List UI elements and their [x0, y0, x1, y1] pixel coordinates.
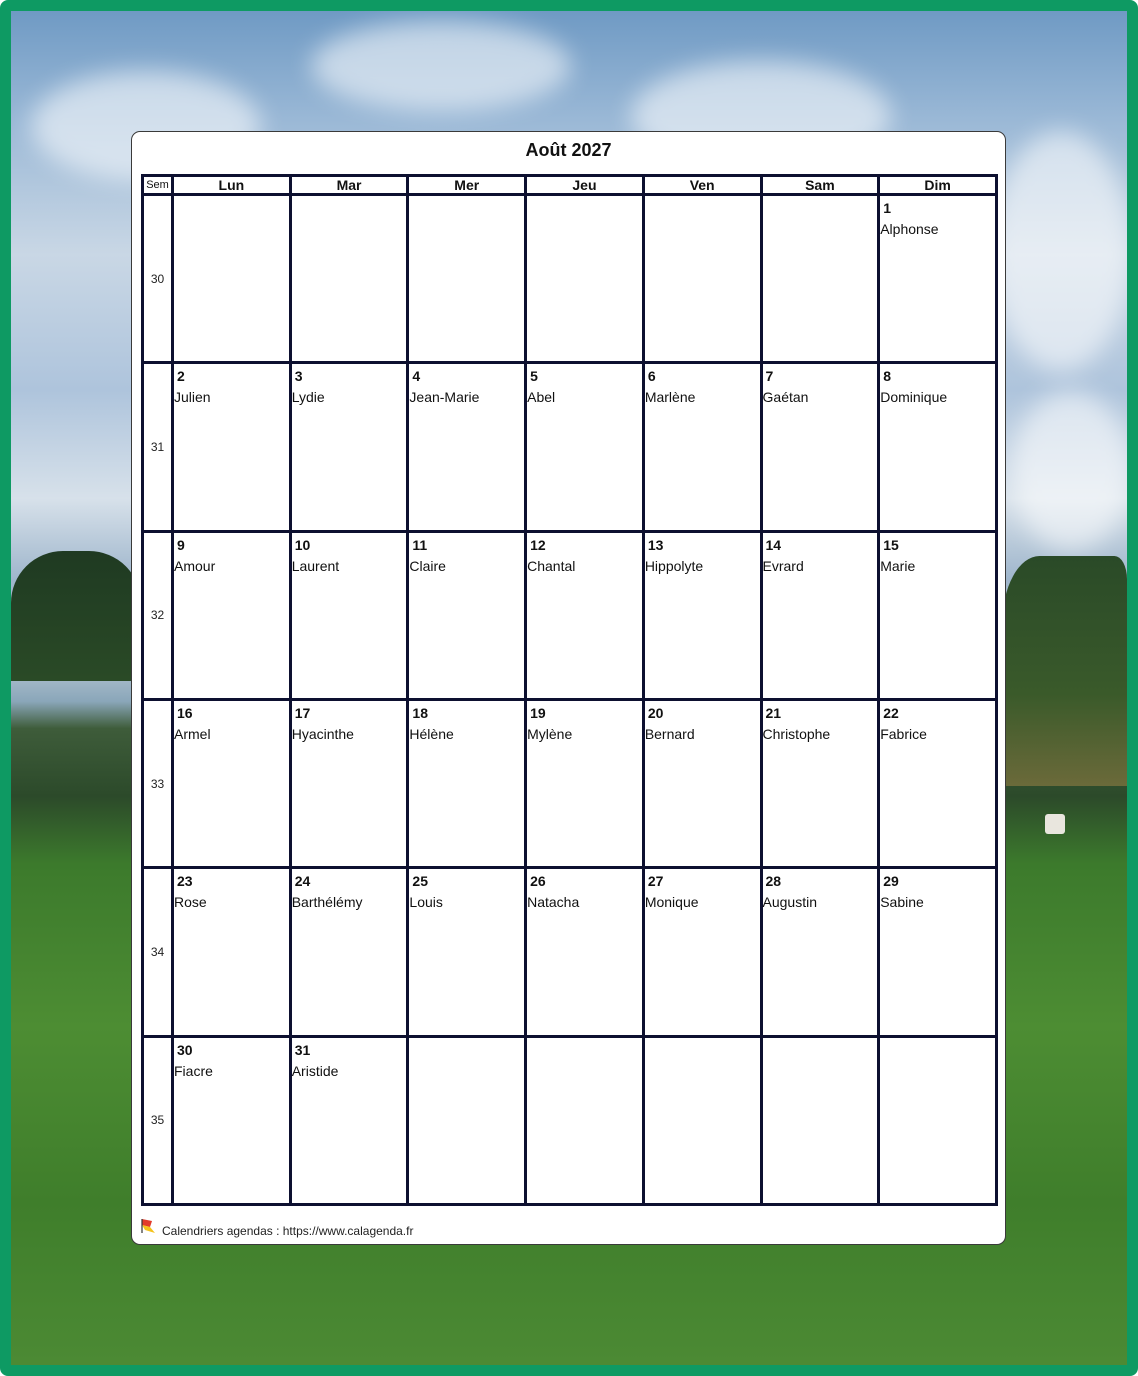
saint-name: Alphonse [880, 221, 939, 237]
day-cell[interactable] [408, 699, 526, 867]
saint-name: Hippolyte [644, 557, 704, 574]
day-number: 20 [647, 704, 664, 721]
trees [11, 551, 141, 681]
trees [1002, 556, 1127, 786]
day-number: 11 [412, 536, 428, 553]
day-cell[interactable] [643, 699, 761, 867]
saint-name: Gaétan [762, 389, 809, 406]
footer-credit[interactable]: Calendriers agendas : https://www.calagenda.fr [162, 1224, 414, 1238]
day-cell[interactable] [879, 531, 997, 699]
day-cell[interactable] [761, 699, 879, 867]
day-cell[interactable] [643, 531, 761, 699]
day-number: 22 [883, 704, 899, 721]
calendar-grid [141, 174, 998, 1206]
day-number: 5 [530, 368, 538, 385]
weekday-header: Ven [643, 176, 761, 195]
saint-name: Louis [409, 894, 443, 911]
day-number: 10 [294, 536, 311, 553]
week-number: 35 [143, 1036, 173, 1204]
saint-name: Bernard [644, 725, 695, 742]
weekday-header-row [143, 176, 997, 195]
day-number: 1 [883, 200, 892, 216]
day-cell[interactable] [408, 531, 526, 699]
empty-day-cell[interactable] [408, 195, 526, 363]
week-number: 31 [143, 363, 173, 531]
week-row [143, 1036, 997, 1204]
week-row [143, 195, 997, 363]
saint-name: Lydie [291, 389, 325, 406]
day-cell[interactable] [290, 1036, 408, 1204]
day-number: 13 [647, 536, 664, 553]
saint-name: Marie [880, 557, 916, 574]
day-cell[interactable] [526, 531, 644, 699]
day-number: 26 [530, 873, 546, 890]
saint-name: Evrard [762, 557, 804, 574]
week-number: 30 [143, 195, 173, 363]
saint-name: Claire [409, 557, 446, 574]
empty-day-cell[interactable] [879, 1036, 997, 1204]
saint-name: Dominique [880, 389, 948, 406]
day-number: 7 [765, 368, 774, 385]
day-number: 28 [765, 873, 782, 890]
empty-day-cell[interactable] [761, 1036, 879, 1204]
day-number: 9 [177, 536, 185, 553]
day-number: 25 [412, 873, 428, 890]
day-number: 24 [294, 873, 311, 890]
day-number: 30 [177, 1041, 193, 1058]
day-cell[interactable] [526, 868, 644, 1036]
day-number: 21 [765, 704, 782, 721]
empty-day-cell[interactable] [408, 1036, 526, 1204]
day-cell[interactable] [526, 363, 644, 531]
week-row [143, 868, 997, 1036]
weekday-header: Sam [761, 176, 879, 195]
saint-name: Aristide [291, 1062, 339, 1079]
saint-name: Hyacinthe [291, 725, 354, 742]
day-cell[interactable] [526, 699, 644, 867]
day-number: 23 [177, 873, 193, 890]
day-number: 8 [883, 368, 892, 385]
week-row [143, 699, 997, 867]
day-cell[interactable] [879, 699, 997, 867]
week-number: 34 [143, 868, 173, 1036]
day-cell[interactable] [173, 699, 291, 867]
week-row [143, 531, 997, 699]
cloud [1011, 391, 1131, 551]
day-number: 17 [294, 704, 311, 721]
day-number: 19 [530, 704, 546, 721]
week-row [143, 363, 997, 531]
saint-name: Barthélémy [291, 894, 363, 911]
day-cell[interactable] [173, 531, 291, 699]
empty-day-cell[interactable] [526, 195, 644, 363]
weekday-header: Mar [290, 176, 408, 195]
saint-name: Amour [174, 557, 216, 574]
weekday-header: Mer [408, 176, 526, 195]
day-number: 12 [530, 536, 546, 553]
day-cell[interactable] [290, 363, 408, 531]
day-cell[interactable] [761, 531, 879, 699]
saint-name: Fabrice [880, 725, 927, 742]
day-cell[interactable] [408, 868, 526, 1036]
day-cell[interactable] [879, 195, 997, 363]
day-cell[interactable] [879, 868, 997, 1036]
day-cell[interactable] [879, 363, 997, 531]
saint-name: Christophe [762, 725, 831, 742]
saint-name: Laurent [291, 557, 340, 574]
day-number: 14 [765, 536, 782, 553]
day-cell[interactable] [173, 1036, 291, 1204]
saint-name: Armel [174, 725, 211, 742]
day-number: 18 [412, 704, 428, 721]
saint-name: Mylène [527, 725, 573, 742]
day-number: 31 [294, 1041, 311, 1058]
saint-name: Rose [174, 894, 207, 911]
saint-name: Marlène [644, 389, 696, 406]
cloud [311, 21, 571, 111]
day-number: 27 [647, 873, 664, 890]
weekday-header: Jeu [526, 176, 644, 195]
weekday-header: Lun [173, 176, 291, 195]
day-number: 16 [177, 704, 193, 721]
day-cell[interactable] [173, 363, 291, 531]
cloud [991, 131, 1131, 371]
cow [1045, 814, 1065, 834]
day-cell[interactable] [643, 363, 761, 531]
calendar-title: Août 2027 [525, 140, 612, 160]
day-number: 29 [883, 873, 899, 890]
saint-name: Augustin [762, 894, 817, 911]
empty-day-cell[interactable] [173, 195, 291, 363]
day-cell[interactable] [290, 531, 408, 699]
day-cell[interactable] [408, 363, 526, 531]
day-cell[interactable] [290, 699, 408, 867]
saint-name: Sabine [880, 894, 924, 911]
week-number: 33 [143, 699, 173, 867]
saint-name: Julien [174, 389, 211, 406]
saint-name: Jean-Marie [409, 389, 480, 406]
saint-name: Monique [644, 894, 699, 911]
empty-day-cell[interactable] [761, 195, 879, 363]
week-column-header: Sem [143, 176, 173, 195]
day-cell[interactable] [761, 868, 879, 1036]
empty-day-cell[interactable] [643, 1036, 761, 1204]
saint-name: Natacha [527, 894, 580, 911]
day-number: 3 [294, 368, 303, 385]
weekday-header: Dim [879, 176, 997, 195]
empty-day-cell[interactable] [290, 195, 408, 363]
day-cell[interactable] [173, 868, 291, 1036]
calagenda-logo-icon [141, 1218, 156, 1234]
day-number: 15 [883, 536, 899, 553]
calendar-card [131, 131, 1006, 1245]
day-cell[interactable] [643, 868, 761, 1036]
day-number: 6 [647, 368, 656, 385]
saint-name: Fiacre [174, 1062, 213, 1079]
day-number: 2 [177, 368, 185, 385]
day-cell[interactable] [290, 868, 408, 1036]
saint-name: Abel [527, 389, 556, 406]
saint-name: Chantal [527, 557, 576, 574]
day-number: 4 [412, 368, 421, 385]
empty-day-cell[interactable] [526, 1036, 644, 1204]
empty-day-cell[interactable] [643, 195, 761, 363]
week-number: 32 [143, 531, 173, 699]
day-cell[interactable] [761, 363, 879, 531]
saint-name: Hélène [409, 725, 454, 742]
